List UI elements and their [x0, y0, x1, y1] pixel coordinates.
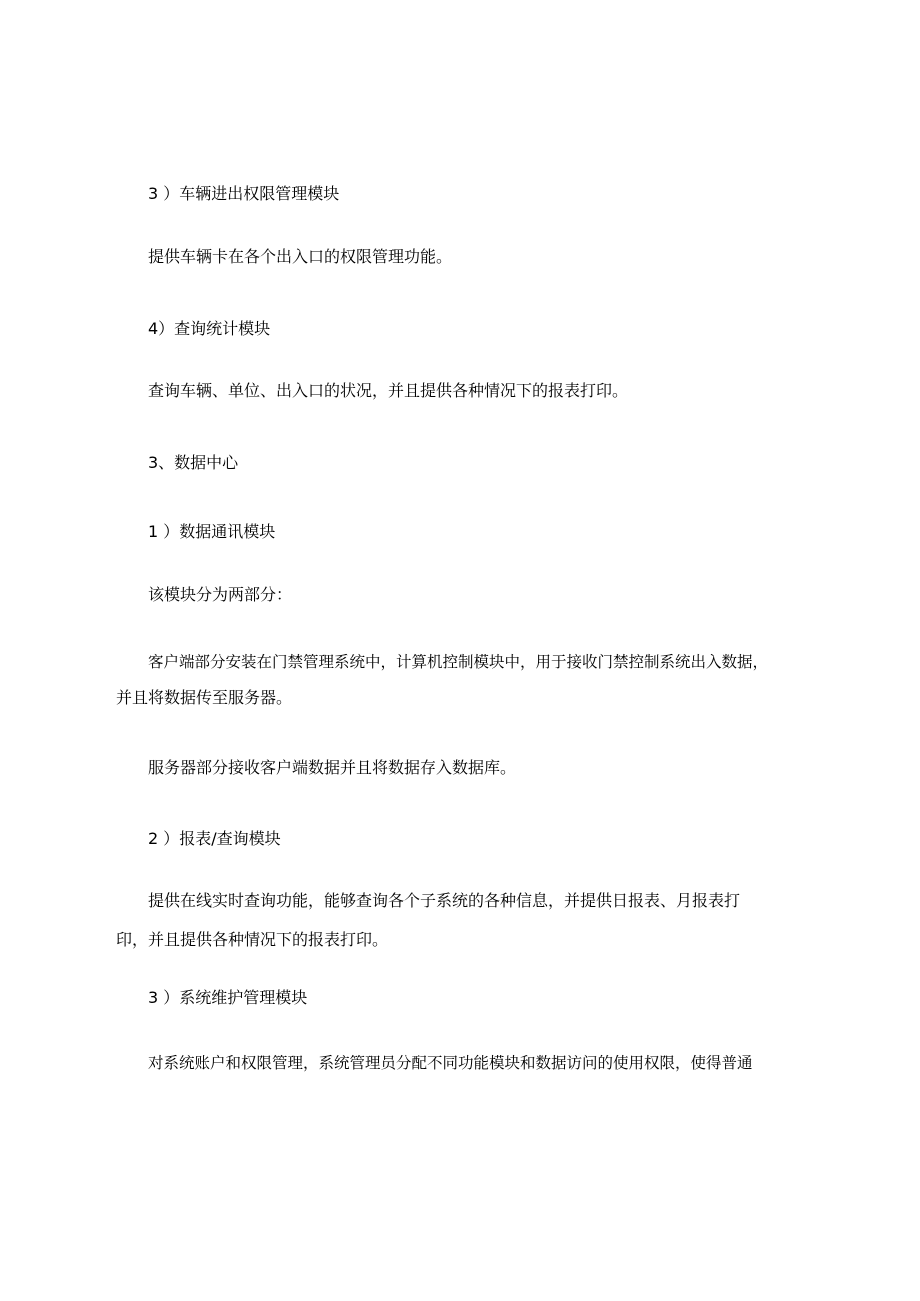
paragraph-client-part-line1: 客户端部分安装在门禁管理系统中，计算机控制模块中，用于接收门禁控制系统出入数据， — [148, 653, 769, 671]
heading-system-maintenance-module: 3 ）系统维护管理模块 — [148, 988, 308, 1007]
paragraph-system-maintenance-line1: 对系统账户和权限管理，系统管理员分配不同功能模块和数据访问的使用权限，使得普通 — [148, 1054, 753, 1072]
heading-report-query-module: 2 ）报表/查询模块 — [148, 829, 281, 848]
paragraph-client-part-line2: 并且将数据传至服务器。 — [116, 688, 293, 707]
paragraph-module-two-parts: 该模块分为两部分： — [148, 585, 293, 604]
paragraph-server-part: 服务器部分接收客户端数据并且将数据存入数据库。 — [148, 758, 517, 777]
paragraph-vehicle-access-desc: 提供车辆卡在各个出入口的权限管理功能。 — [148, 247, 453, 266]
paragraph-query-stats-desc: 查询车辆、单位、出入口的状况，并且提供各种情况下的报表打印。 — [148, 381, 629, 400]
heading-query-stats-module: 4）查询统计模块 — [148, 319, 271, 338]
heading-vehicle-access-module: 3 ）车辆进出权限管理模块 — [148, 184, 340, 203]
paragraph-report-query-line1: 提供在线实时查询功能，能够查询各个子系统的各种信息，并提供日报表、月报表打 — [148, 891, 741, 910]
heading-data-comm-module: 1 ）数据通讯模块 — [148, 522, 276, 541]
heading-data-center: 3、数据中心 — [148, 453, 239, 472]
paragraph-report-query-line2: 印，并且提供各种情况下的报表打印。 — [116, 930, 389, 949]
